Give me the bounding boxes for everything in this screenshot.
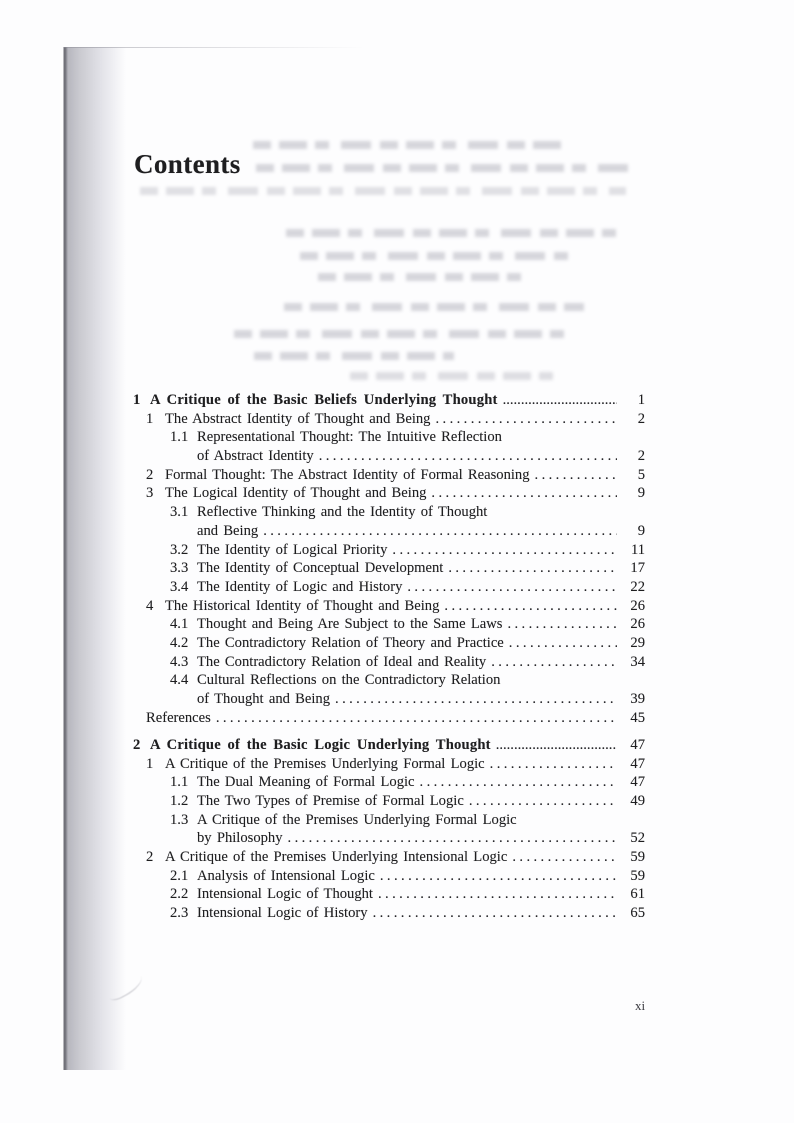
- dot-leader: [448, 559, 617, 578]
- dot-leader: [378, 885, 617, 904]
- bleed-through-text: [350, 372, 562, 380]
- toc-entry-number: 3.4: [170, 578, 189, 595]
- toc-row-4.3: [133, 653, 645, 672]
- bleed-through-text: [318, 273, 530, 281]
- toc-list: [133, 391, 645, 923]
- toc-entry-title: The Historical Identity of Thought and Being: [165, 597, 440, 614]
- toc-entry-number: 3.3: [170, 560, 189, 577]
- toc-row-3.2: [133, 541, 645, 560]
- toc-page-number: 9: [637, 522, 645, 539]
- toc-entry-title: A Critique of the Premises Underlying Formal Logic: [197, 811, 517, 828]
- toc-entry-number: 1.3: [170, 811, 189, 828]
- toc-entry-number: 4: [146, 597, 154, 614]
- toc-row-2.3: [133, 904, 645, 923]
- toc-entry-title: The Two Types of Premise of Formal Logic: [197, 792, 464, 809]
- bleed-through-text: [254, 352, 454, 360]
- toc-entry-number: 1.1: [170, 429, 189, 446]
- bleed-through-text: [234, 330, 574, 338]
- dot-leader: [420, 773, 617, 792]
- toc-page-number: 59: [630, 867, 645, 884]
- toc-row-1: [133, 391, 645, 410]
- dot-leader: [263, 522, 617, 541]
- toc-entry-title: Intensional Logic of Thought: [197, 886, 373, 903]
- dot-leader: [431, 484, 617, 503]
- toc-page-number: 52: [630, 830, 645, 847]
- toc-entry-title: The Identity of Logic and History: [197, 578, 403, 595]
- toc-entry-title: and Being: [197, 522, 259, 539]
- dot-leader: [512, 848, 617, 867]
- toc-page-number: 26: [630, 597, 645, 614]
- bleed-through-text: [300, 252, 568, 260]
- dot-leader: [509, 634, 617, 653]
- dot-leader: [444, 597, 617, 616]
- dot-leader: [335, 690, 617, 709]
- toc-entry-number: 2.3: [170, 905, 189, 922]
- toc-entry-number: 1: [146, 755, 154, 772]
- toc-entry-title: A Critique of the Premises Underlying Intensional Logic: [165, 849, 508, 865]
- toc-row-continuation: [133, 447, 645, 466]
- toc-page-number: 1: [637, 392, 645, 408]
- dot-leader: [490, 755, 617, 774]
- toc-entry-number: 3: [146, 485, 154, 502]
- toc-entry-number: 1.2: [170, 792, 189, 809]
- toc-row-3.3: [133, 559, 645, 578]
- toc-entry-number: 2: [146, 466, 154, 483]
- toc-page-number: 26: [630, 616, 645, 633]
- toc-page-number: 17: [630, 560, 645, 577]
- toc-row-continuation: [133, 829, 645, 848]
- toc-entry-title: Representational Thought: The Intuitive Reflection: [197, 429, 502, 446]
- toc-entry-title: The Dual Meaning of Formal Logic: [197, 774, 415, 791]
- toc-entry-number: 4.4: [170, 672, 189, 689]
- toc-row-1.1: [133, 773, 645, 792]
- toc-row-continuation: [133, 522, 645, 541]
- dot-leader: [407, 578, 617, 597]
- bleed-through-text: [140, 187, 626, 195]
- toc-page-number: 47: [630, 774, 645, 791]
- toc-page-number: 2: [637, 448, 645, 465]
- toc-entry-title: by Philosophy: [197, 830, 283, 847]
- toc-row-4.4: [133, 671, 645, 690]
- book-spine-shadow: [63, 47, 127, 1070]
- toc-entry-number: 1: [133, 392, 141, 408]
- dot-leader: [216, 709, 617, 728]
- toc-entry-title: The Contradictory Relation of Theory and Practice: [197, 634, 504, 651]
- toc-row-1: [133, 755, 645, 774]
- toc-entry-number: 2.2: [170, 886, 189, 903]
- toc-row-2: [133, 736, 645, 755]
- page-top-edge: [64, 47, 364, 48]
- dot-leader: [380, 867, 617, 886]
- toc-entry-title: References: [146, 709, 211, 726]
- toc-entry-title: Thought and Being Are Subject to the Same Laws: [197, 616, 503, 633]
- toc-entry-number: 3.1: [170, 504, 189, 521]
- toc-page-number: 45: [630, 709, 645, 726]
- toc-entry-number: 1.1: [170, 774, 189, 791]
- toc-entry-number: 2.1: [170, 867, 189, 884]
- toc-row-2.2: [133, 885, 645, 904]
- toc-entry-title: The Identity of Conceptual Development: [197, 560, 444, 577]
- toc-entry-title: Cultural Reflections on the Contradictory Relation: [197, 672, 501, 689]
- bleed-through-text: [253, 141, 565, 149]
- toc-entry-number: 3.2: [170, 541, 189, 558]
- toc-page-number: 61: [630, 886, 645, 903]
- dot-leader: [496, 736, 617, 755]
- toc-page-number: 11: [630, 541, 645, 558]
- toc-entry-number: 1: [146, 410, 154, 427]
- toc-entry-title: A Critique of the Basic Beliefs Underlying Thought: [150, 392, 498, 408]
- toc-page-number: 47: [630, 755, 645, 772]
- toc-row-1.3: [133, 811, 645, 830]
- toc-page-number: 34: [630, 653, 645, 670]
- dot-leader: [435, 410, 617, 429]
- toc-entry-title: The Abstract Identity of Thought and Being: [165, 410, 431, 427]
- toc-page-number: 47: [630, 736, 645, 753]
- folio-page-number: xi: [634, 998, 646, 1013]
- toc-page-number: 29: [630, 634, 645, 651]
- toc-row-3.1: [133, 503, 645, 522]
- toc-page-number: 22: [630, 578, 645, 595]
- toc-row-4: [133, 597, 645, 616]
- toc-row-2.1: [133, 867, 645, 886]
- toc-row-continuation: [133, 690, 645, 709]
- dot-leader: [469, 792, 617, 811]
- toc-entry-number: 2: [146, 849, 154, 865]
- toc-entry-title: Formal Thought: The Abstract Identity of Formal Reasoning: [165, 466, 530, 483]
- dot-leader: [373, 904, 617, 923]
- toc-row-4.1: [133, 615, 645, 634]
- toc-entry-number: 2: [133, 736, 141, 753]
- dot-leader: [319, 447, 617, 466]
- toc-entry-title: A Critique of the Basic Logic Underlying Thought: [150, 736, 491, 753]
- toc-entry-title: Intensional Logic of History: [197, 905, 368, 922]
- toc-page-number: 39: [630, 691, 645, 707]
- toc-row-3.4: [133, 578, 645, 597]
- toc-page-number: 9: [637, 485, 645, 502]
- page-title: Contents: [134, 149, 241, 180]
- toc-row-references: [133, 709, 645, 728]
- toc-entry-title: A Critique of the Premises Underlying Formal Logic: [165, 755, 485, 772]
- dot-leader: [288, 829, 617, 848]
- dot-leader: [535, 466, 617, 485]
- toc-row-4.2: [133, 634, 645, 653]
- toc-page-number: 5: [637, 466, 645, 483]
- toc-entry-title: The Logical Identity of Thought and Being: [165, 485, 427, 502]
- toc-row-1: [133, 410, 645, 429]
- toc-entry-number: 4.2: [170, 634, 189, 651]
- dot-leader: [392, 541, 617, 560]
- toc-row-1.1: [133, 428, 645, 447]
- toc-page-number: 2: [637, 410, 645, 427]
- toc-entry-title: of Abstract Identity: [197, 448, 314, 465]
- bleed-through-text: [286, 229, 626, 237]
- toc-entry-title: Analysis of Intensional Logic: [197, 867, 375, 884]
- bleed-through-text: [256, 164, 628, 172]
- toc-row-2: [133, 466, 645, 485]
- toc-row-2: [133, 848, 645, 867]
- dot-leader: [507, 615, 617, 634]
- toc-entry-title: Reflective Thinking and the Identity of Thought: [197, 504, 488, 521]
- dot-leader: [491, 653, 617, 672]
- toc-page-number: 49: [630, 792, 645, 809]
- toc-entry-title: of Thought and Being: [197, 691, 331, 707]
- toc-entry-title: The Contradictory Relation of Ideal and Reality: [197, 653, 487, 670]
- toc-row-1.2: [133, 792, 645, 811]
- toc-entry-number: 4.3: [170, 653, 189, 670]
- toc-page-number: 59: [630, 849, 645, 865]
- dot-leader: [503, 391, 617, 410]
- bleed-through-text: [284, 303, 584, 311]
- toc-page-number: 65: [630, 905, 645, 922]
- toc-row-3: [133, 484, 645, 503]
- toc-entry-title: The Identity of Logical Priority: [197, 541, 388, 558]
- toc-entry-number: 4.1: [170, 616, 189, 633]
